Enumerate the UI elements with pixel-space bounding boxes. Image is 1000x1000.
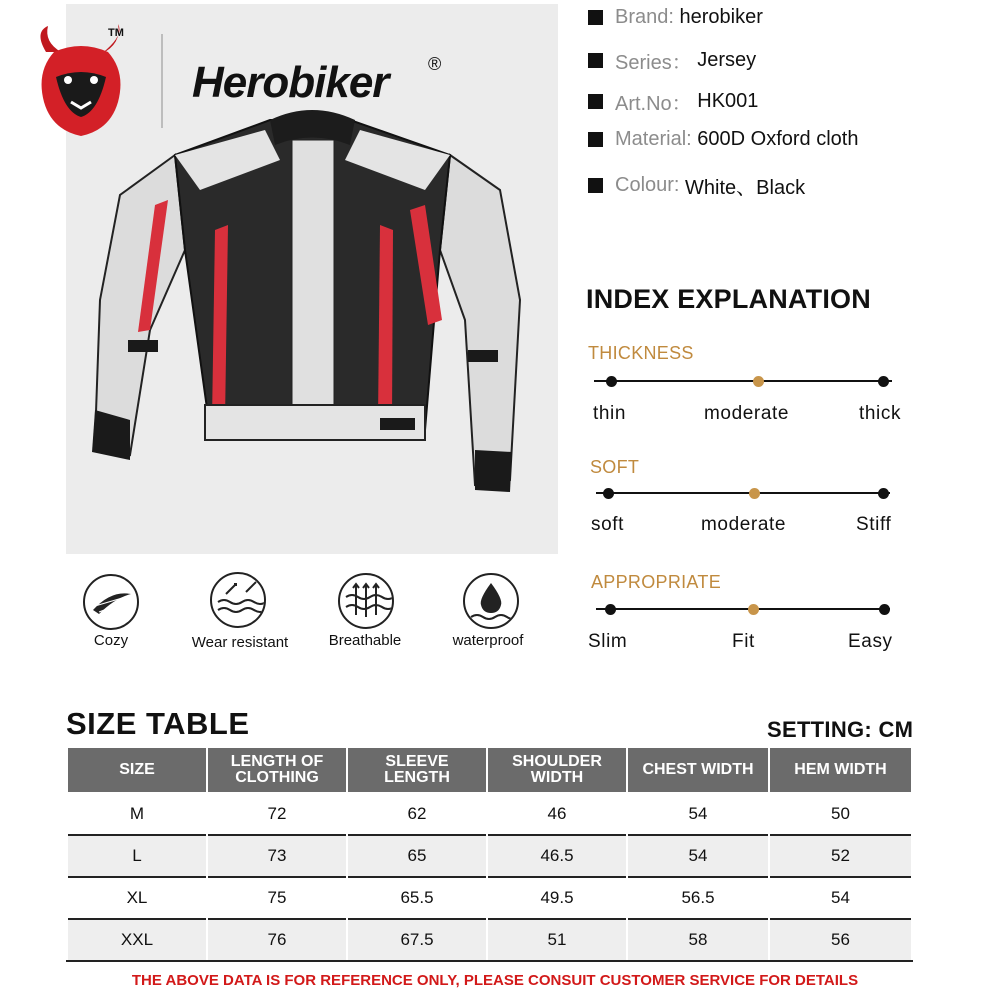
spec-value: 600D Oxford cloth xyxy=(697,128,859,150)
column-header: HEM WIDTH xyxy=(769,747,912,793)
spec-brand xyxy=(588,6,763,29)
feather-icon xyxy=(83,574,139,630)
spec-key: Brand: xyxy=(615,6,674,28)
table-row xyxy=(67,793,912,835)
registered-mark: ® xyxy=(428,54,442,74)
scale-dot xyxy=(878,376,889,387)
scale-label-moderate: moderate xyxy=(704,403,790,424)
scale-label-thick: thick xyxy=(859,403,902,424)
size-table xyxy=(66,746,913,962)
size-table-title: SIZE TABLE xyxy=(66,706,250,741)
unit-setting: SETTING: CM xyxy=(767,717,914,742)
table-cell: 56.5 xyxy=(627,877,769,919)
table-row xyxy=(67,877,912,919)
table-cell: 65 xyxy=(347,835,487,877)
table-cell: 73 xyxy=(207,835,347,877)
bullet-square-icon xyxy=(588,53,603,68)
scale-dot xyxy=(878,488,889,499)
spec-key: Material: xyxy=(615,128,692,150)
column-header: SLEEVE LENGTH xyxy=(347,747,487,793)
spec-value: Jersey xyxy=(697,49,757,71)
column-header: SIZE xyxy=(67,747,207,793)
spec-art-no xyxy=(588,87,758,116)
bullet-square-icon xyxy=(588,94,603,109)
scale-label-slim: Slim xyxy=(588,631,628,652)
disclaimer-text: THE ABOVE DATA IS FOR REFERENCE ONLY, PLEASE CONSUIT CUSTOMER SERVICE FOR DETAILS xyxy=(131,972,859,989)
scale-title-thickness: THICKNESS xyxy=(588,343,694,363)
feature-label-wear-resistant: Wear resistant xyxy=(191,634,289,651)
table-cell: 54 xyxy=(627,835,769,877)
table-row xyxy=(67,835,912,877)
spec-key: Series： xyxy=(615,52,692,74)
bullet-square-icon xyxy=(588,10,603,25)
spec-key: Art.No： xyxy=(615,93,692,115)
table-cell: 54 xyxy=(627,793,769,835)
table-cell: 49.5 xyxy=(487,877,627,919)
scale-line xyxy=(594,380,892,382)
spec-key: Colour: xyxy=(615,174,680,196)
scale-dot xyxy=(879,604,890,615)
abrasion-icon xyxy=(210,572,266,628)
scale-label-easy: Easy xyxy=(848,631,893,652)
scale-line xyxy=(596,492,890,494)
table-cell: 67.5 xyxy=(347,919,487,961)
scale-dot-selected xyxy=(753,376,764,387)
water-drop-icon xyxy=(463,573,519,629)
spec-value: White、Black xyxy=(685,177,806,199)
spec-material xyxy=(588,128,858,151)
table-cell: XL xyxy=(67,877,207,919)
scale-dot xyxy=(605,604,616,615)
scale-label-moderate: moderate xyxy=(701,514,787,535)
table-cell: L xyxy=(67,835,207,877)
spec-series xyxy=(588,46,756,75)
scale-dot xyxy=(603,488,614,499)
brand-wordmark: Herobiker xyxy=(192,58,389,107)
bullet-square-icon xyxy=(588,178,603,193)
table-cell: 46.5 xyxy=(487,835,627,877)
table-cell: 65.5 xyxy=(347,877,487,919)
table-cell: 50 xyxy=(769,793,912,835)
scale-title-soft: SOFT xyxy=(590,457,640,477)
scale-title-appropriate: APPROPRIATE xyxy=(591,572,721,592)
index-title: INDEX EXPLANATION xyxy=(586,284,871,314)
logo-divider xyxy=(161,34,163,128)
table-cell: 58 xyxy=(627,919,769,961)
column-header: LENGTH OF CLOTHING xyxy=(207,747,347,793)
spec-value: herobiker xyxy=(679,6,763,28)
table-cell: 51 xyxy=(487,919,627,961)
scale-dot-selected xyxy=(748,604,759,615)
table-cell: 62 xyxy=(347,793,487,835)
bullet-square-icon xyxy=(588,132,603,147)
spec-colour xyxy=(588,171,805,200)
column-header: CHEST WIDTH xyxy=(627,747,769,793)
table-cell: 72 xyxy=(207,793,347,835)
feature-label-cozy: Cozy xyxy=(93,632,129,649)
scale-label-fit: Fit xyxy=(732,631,755,652)
table-cell: 54 xyxy=(769,877,912,919)
scale-label-soft: soft xyxy=(591,514,625,535)
scale-dot-selected xyxy=(749,488,760,499)
column-header: SHOULDER WIDTH xyxy=(487,747,627,793)
scale-label-stiff: Stiff xyxy=(856,514,892,535)
table-cell: 75 xyxy=(207,877,347,919)
jacket-image xyxy=(80,100,550,550)
airflow-icon xyxy=(338,573,394,629)
table-cell: XXL xyxy=(67,919,207,961)
spec-value: HK001 xyxy=(697,90,759,112)
table-cell: 56 xyxy=(769,919,912,961)
table-cell: 46 xyxy=(487,793,627,835)
table-cell: M xyxy=(67,793,207,835)
scale-line xyxy=(596,608,890,610)
feature-label-waterproof: waterproof xyxy=(452,632,524,649)
table-header-row xyxy=(67,747,912,793)
bull-logo-icon xyxy=(26,22,136,140)
scale-dot xyxy=(606,376,617,387)
table-row xyxy=(67,919,912,961)
feature-label-breathable: Breathable xyxy=(328,632,402,649)
scale-label-thin: thin xyxy=(593,403,627,424)
table-cell: 52 xyxy=(769,835,912,877)
table-cell: 76 xyxy=(207,919,347,961)
trademark-mark: TM xyxy=(108,27,124,39)
